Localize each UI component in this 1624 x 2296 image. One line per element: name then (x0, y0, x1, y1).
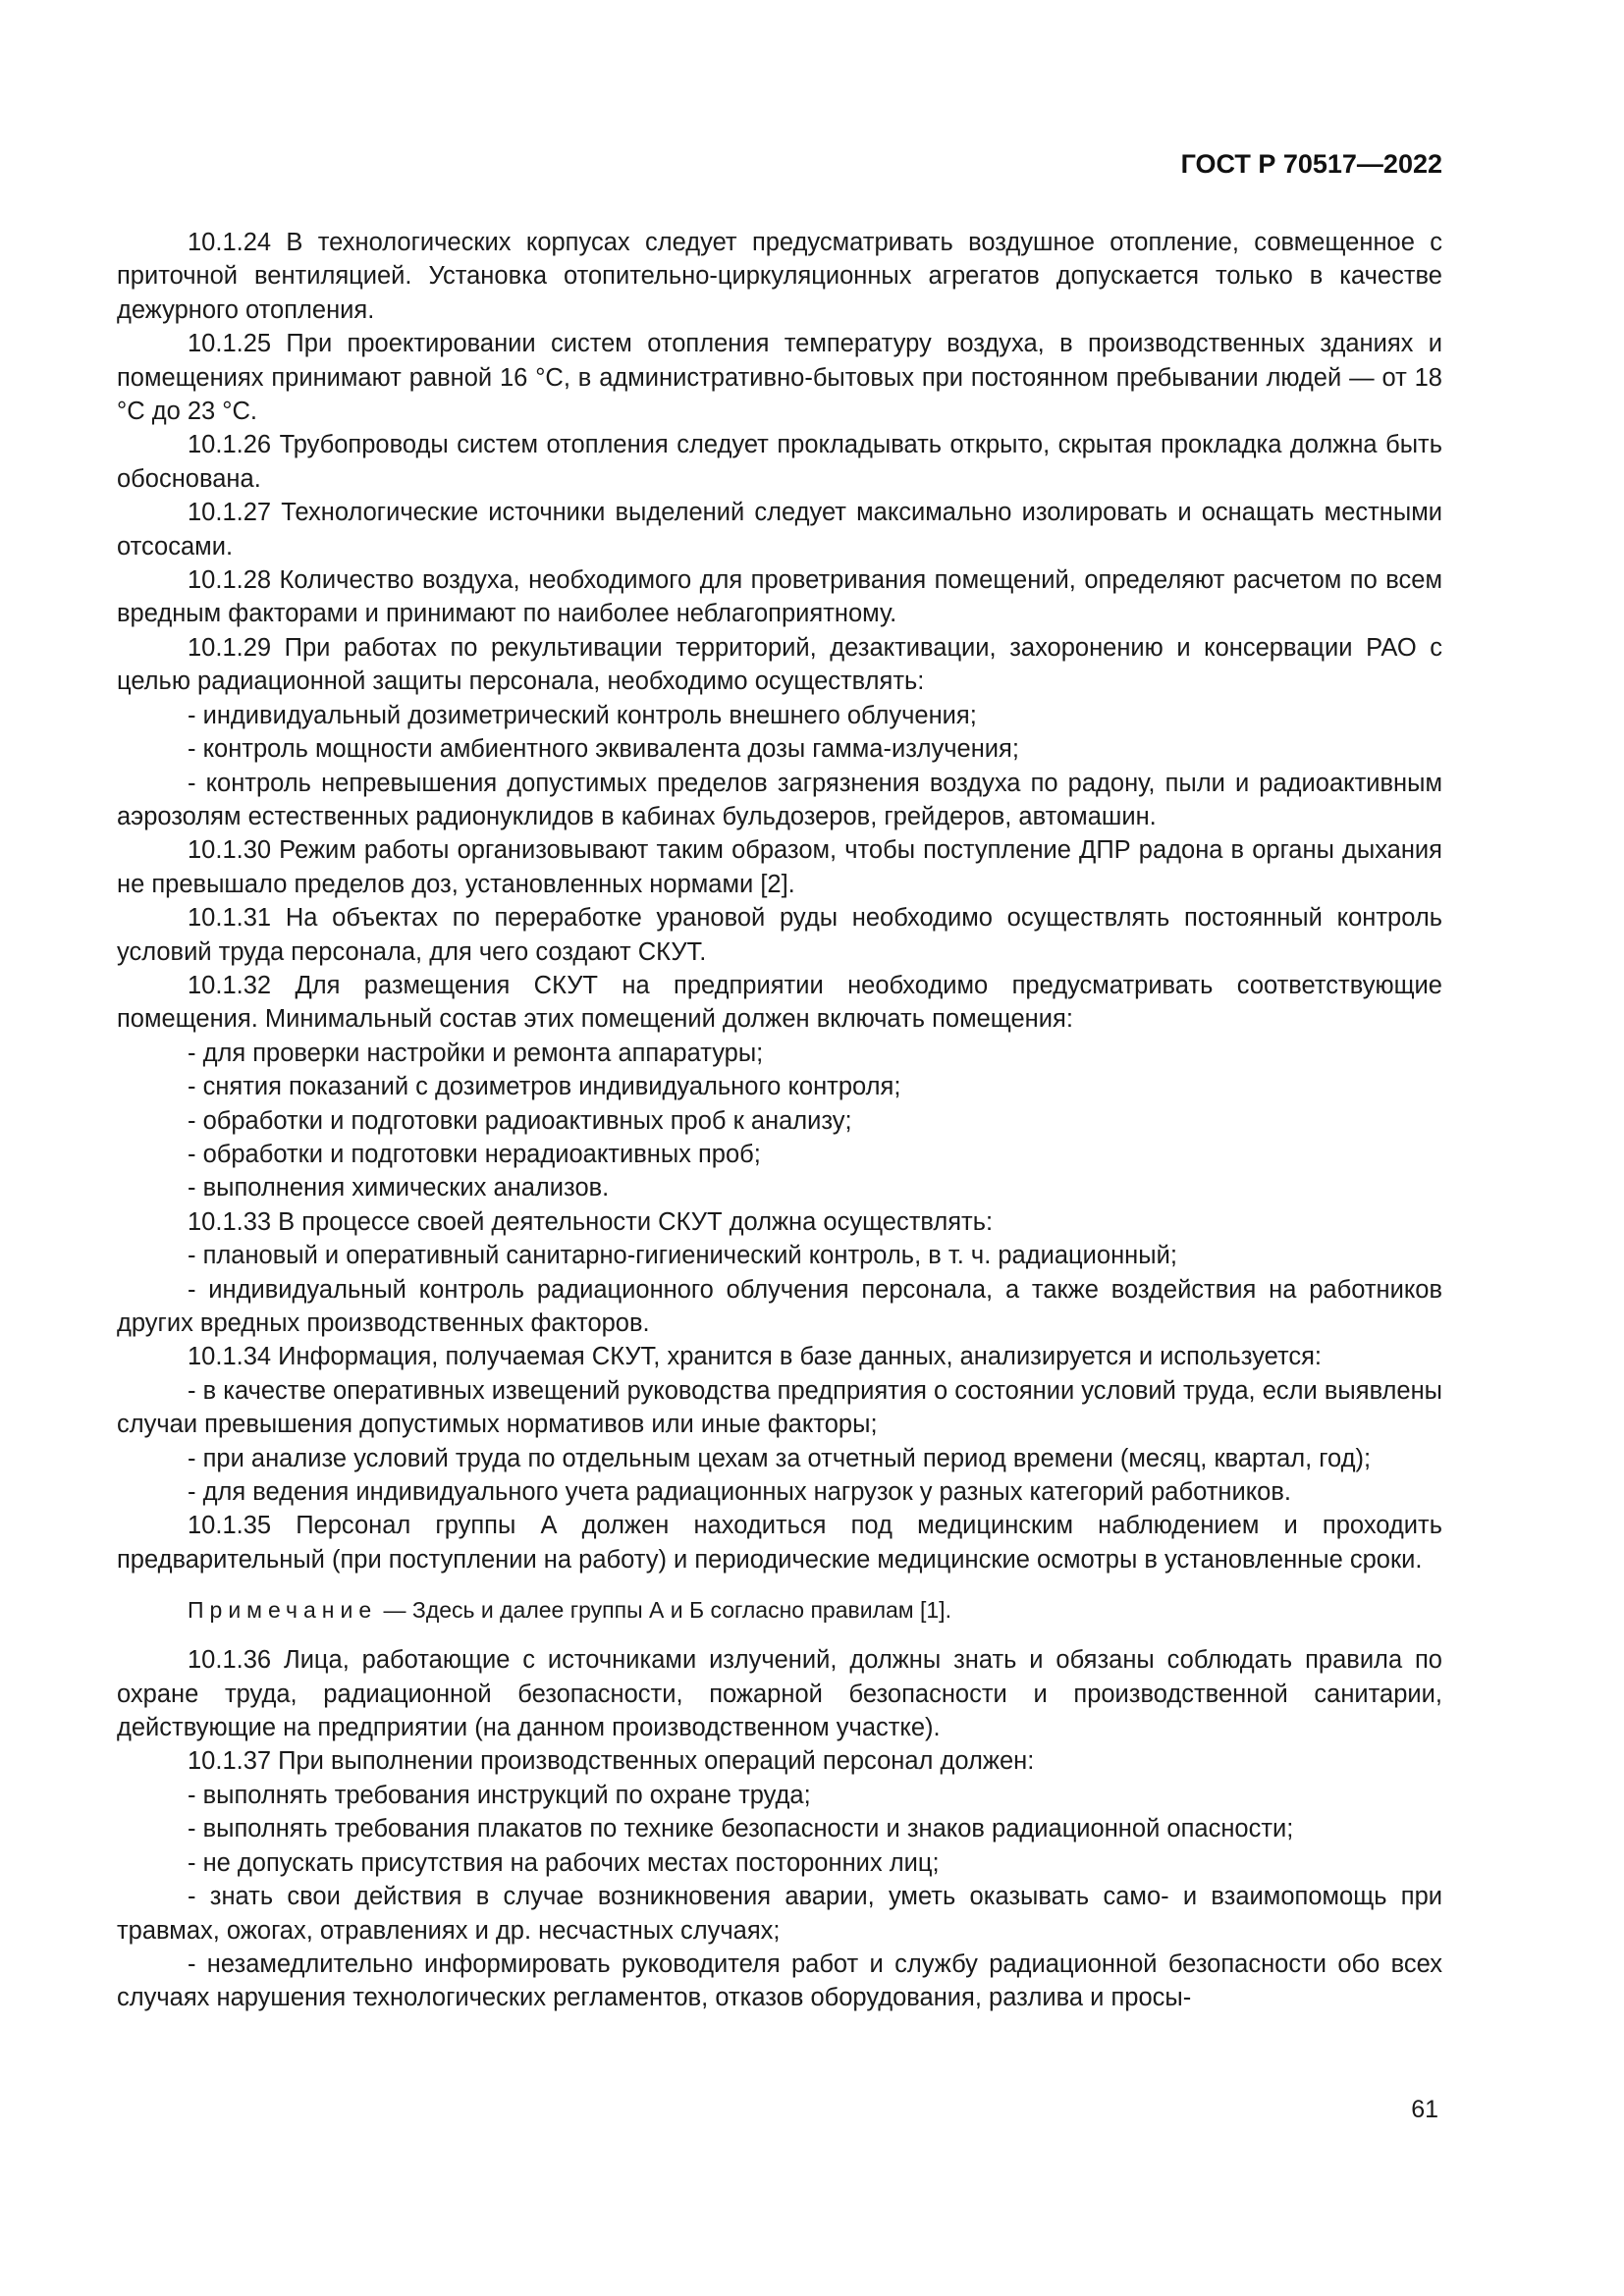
list-item: - в качестве оперативных извещений руководства предприятия о состоянии условий труда, если выявлены случаи превышения допустимых нормативов или иные факторы; (117, 1376, 1442, 1439)
list-item: - индивидуальный дозиметрический контроль внешнего облучения; (188, 701, 977, 729)
list-item: - не допускать присутствия на рабочих местах посторонних лиц; (188, 1848, 940, 1877)
list-item: - контроль непревышения допустимых пределов загрязнения воздуха по радону, пыли и радиоактивным аэрозолям естественных радионуклидов в кабинах бульдозеров, грейдеров, автомашин. (117, 769, 1442, 830)
clause-10-1-37: 10.1.37 При выполнении производственных операций персонал должен: (188, 1747, 1035, 1776)
page-number: 61 (1411, 2096, 1438, 2123)
list-item: - обработки и подготовки радиоактивных проб к анализу; (188, 1106, 852, 1135)
list-item: - знать свои действия в случае возникновения аварии, уметь оказывать само- и взаимопомощь при травмах, ожогах, отравлениях и др. несчастных случаях; (117, 1883, 1442, 1945)
clause-10-1-28: 10.1.28 Количество воздуха, необходимого для проветривания помещений, определяют расчетом по всем вредным факторами и принимают по наиболее неблагоприятному. (117, 566, 1442, 628)
list-item: - незамедлительно информировать руководителя работ и службу радиационной безопасности обо всех случаях нарушения технологических регламентов, отказов оборудования, разлива и просы- (117, 1949, 1442, 2012)
clause-10-1-33: 10.1.33 В процессе своей деятельности СКУТ должна осуществлять: (188, 1207, 994, 1236)
clause-10-1-32: 10.1.32 Для размещения СКУТ на предприятии необходимо предусматривать соответствующие помещения. Минимальный состав этих помещений должен включать помещения: (117, 971, 1442, 1034)
list-item: - плановый и оперативный санитарно-гигиенический контроль, в т. ч. радиационный; (188, 1242, 1177, 1270)
clause-10-1-24: 10.1.24 В технологических корпусах следует предусматривать воздушное отопление, совмещенное с приточной вентиляцией. Установка отопительно-циркуляционных агрегатов допускается только в качестве дежурного отопления. (117, 229, 1442, 324)
note-text: — Здесь и далее группы А и Б согласно правилам [1]. (377, 1597, 951, 1624)
list-item: - контроль мощности амбиентного эквивалента дозы гамма-излучения; (188, 735, 1019, 764)
list-item: - снятия показаний с дозиметров индивидуального контроля; (188, 1073, 901, 1101)
list-item: - обработки и подготовки нерадиоактивных проб; (188, 1140, 761, 1168)
clause-10-1-34: 10.1.34 Информация, получаемая СКУТ, хранится в базе данных, анализируется и используется: (188, 1343, 1323, 1371)
list-item: - выполнения химических анализов. (188, 1174, 610, 1202)
clause-10-1-35: 10.1.35 Персонал группы А должен находиться под медицинским наблюдением и проходить предварительный (при поступлении на работу) и периодические медицинские осмотры в установленные сроки. (117, 1512, 1442, 1574)
document-code-header: ГОСТ Р 70517—2022 (1180, 149, 1442, 179)
clause-10-1-36: 10.1.36 Лица, работающие с источниками излучений, должны знать и обязаны соблюдать правила по охране труда, радиационной безопасности, пожарной безопасности и производственной санитарии, действующие на предприятии (на данном производственном участке). (117, 1646, 1442, 1742)
list-item: - для ведения индивидуального учета радиационных нагрузок у разных категорий работников. (188, 1478, 1291, 1507)
list-item: - выполнять требования инструкций по охране труда; (188, 1781, 811, 1809)
clause-10-1-27: 10.1.27 Технологические источники выделений следует максимально изолировать и оснащать местными отсосами. (117, 499, 1442, 561)
list-item: - индивидуальный контроль радиационного облучения персонала, а также воздействия на работников других вредных производственных факторов. (117, 1275, 1442, 1337)
list-item: - выполнять требования плакатов по технике безопасности и знаков радиационной опасности; (188, 1815, 1294, 1843)
note-label: Примечание (188, 1597, 378, 1624)
clause-10-1-29: 10.1.29 При работах по рекультивации территорий, дезактивации, захоронению и консервации РАО с целью радиационной защиты персонала, необходимо осуществлять: (117, 633, 1442, 696)
clause-10-1-30: 10.1.30 Режим работы организовывают таким образом, чтобы поступление ДПР радона в органы дыхания не превышало пределов доз, установленных нормами [2]. (117, 836, 1442, 898)
clause-10-1-25: 10.1.25 При проектировании систем отопления температуру воздуха, в производственных зданиях и помещениях принимают равной 16 °С, в административно-бытовых при постоянном пребывании людей — от 18 °С до 23 °С. (117, 330, 1442, 426)
clause-10-1-31: 10.1.31 На объектах по переработке урановой руды необходимо осуществлять постоянный контроль условий труда персонала, для чего создают СКУТ. (117, 904, 1442, 966)
document-body (117, 226, 1442, 2015)
list-item: - для проверки настройки и ремонта аппаратуры; (188, 1039, 764, 1067)
note (117, 1594, 1442, 1626)
list-item: - при анализе условий труда по отдельным цехам за отчетный период времени (месяц, квартал, год); (188, 1444, 1372, 1472)
clause-10-1-26: 10.1.26 Трубопроводы систем отопления следует прокладывать открыто, скрытая прокладка должна быть обоснована. (117, 431, 1442, 493)
